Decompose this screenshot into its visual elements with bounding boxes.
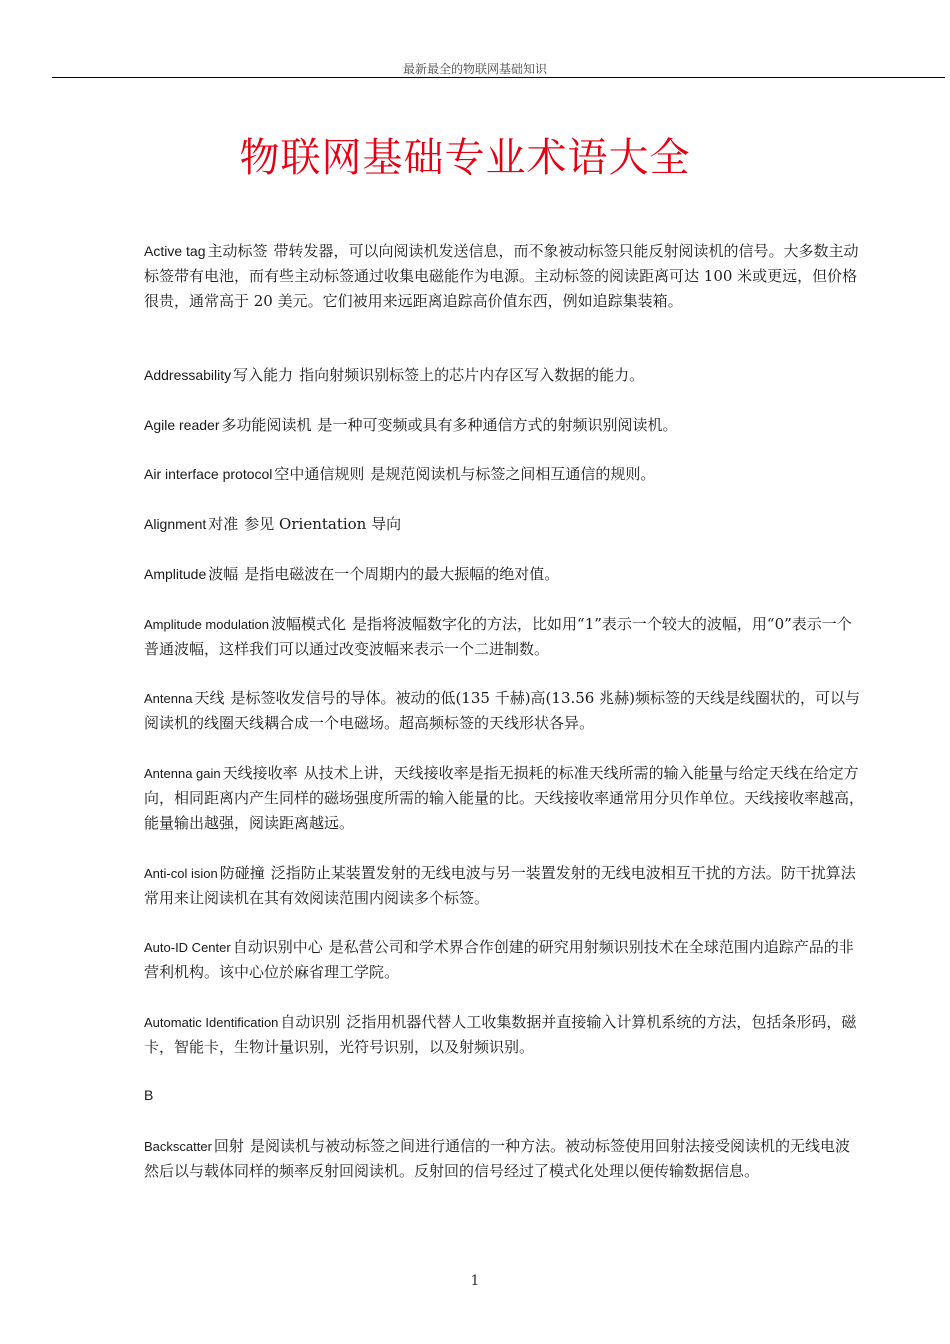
entry-term: Alignment (144, 516, 207, 532)
section-letter-b: B (144, 1087, 154, 1103)
entry-term: Automatic Identification (144, 1015, 279, 1030)
entry-definition: 是指电磁波在一个周期内的最大振幅的绝对值。 (244, 565, 560, 583)
header-rule (52, 77, 945, 78)
entry-definition: 是阅读机与被动标签之间进行通信的一种方法。被动标签使用回射法接受阅读机的无线电波然后以与载体同样的频率反射回阅读机。反射回的信号经过了模式化处理以便传输数据信息。 (144, 1137, 850, 1180)
glossary-entry-addressability (144, 363, 864, 388)
glossary-entry-automatic-identification (144, 1010, 864, 1060)
entry-definition: 参见 Orientation 导向 (244, 515, 402, 533)
entry-zh: 对准 (208, 515, 239, 533)
page-header: 最新最全的物联网基础知识 (402, 62, 547, 76)
entry-zh: 主动标签 (207, 242, 268, 260)
entry-zh: 多功能阅读机 (221, 416, 312, 434)
entry-definition: 泛指防止某装置发射的无线电波与另一装置发射的无线电波相互干扰的方法。防干扰算法常用来让阅读机在其有效阅读范围内阅读多个标签。 (144, 864, 856, 907)
glossary-entry-active-tag (144, 239, 864, 314)
entry-term: Air interface protocol (144, 466, 273, 482)
entry-term: Anti-col ision (144, 866, 218, 881)
entry-term: Addressability (144, 367, 232, 383)
entry-zh: 天线接收率 (222, 764, 298, 782)
glossary-entry-backscatter (144, 1134, 864, 1184)
entry-term: Antenna (144, 691, 193, 706)
entry-zh: 回射 (213, 1137, 244, 1155)
page-number: 1 (470, 1273, 480, 1289)
glossary-entry-antenna (144, 686, 864, 736)
entry-definition: 带转发器，可以向阅读机发送信息，而不象被动标签只能反射阅读机的信号。大多数主动标签带有电池，而有些主动标签通过收集电磁能作为电源。主动标签的阅读距离可达 100 米或更远，但价格很贵，通常高于 20 美元。它们被用来远距离追踪高价值东西，例如追踪集装箱。 (144, 242, 859, 310)
entry-definition: 是指将波幅数字化的方法，比如用“1”表示一个较大的波幅，用“0”表示一个普通波幅，这样我们可以通过改变波幅来表示一个二进制数。 (144, 615, 852, 658)
entry-definition: 是标签收发信号的导体。被动的低(135 千赫)高(13.56 兆赫)频标签的天线是线圈状的，可以与阅读机的线圈天线耦合成一个电磁场。超高频标签的天线形状各异。 (144, 689, 860, 732)
entry-term: Agile reader (144, 417, 220, 433)
glossary-entry-agile-reader (144, 413, 864, 438)
glossary-entry-amplitude (144, 562, 864, 587)
document-title: 物联网基础专业术语大全 (239, 135, 691, 181)
entry-definition: 是私营公司和学术界合作创建的研究用射频识别技术在全球范围内追踪产品的非营利机构。该中心位於麻省理工学院。 (144, 938, 854, 981)
entry-term: Auto-ID Center (144, 940, 231, 955)
entry-term: Amplitude modulation (144, 617, 270, 632)
entry-zh: 写入能力 (233, 366, 294, 384)
glossary-entry-antenna-gain (144, 761, 864, 836)
entry-zh: 天线 (194, 689, 225, 707)
entry-definition: 泛指用机器代替人工收集数据并直接输入计算机系统的方法，包括条形码，磁卡，智能卡，生物计量识别，光符号识别，以及射频识别。 (144, 1013, 857, 1056)
glossary-entry-alignment (144, 512, 864, 537)
entry-definition: 是一种可变频或具有多种通信方式的射频识别阅读机。 (317, 416, 678, 434)
entry-term: Active tag (144, 243, 206, 259)
entry-zh: 防碰撞 (219, 864, 265, 882)
entry-definition: 指向射频识别标签上的芯片内存区写入数据的能力。 (299, 366, 645, 384)
entry-definition: 从技术上讲，天线接收率是指无损耗的标准天线所需的输入能量与给定天线在给定方向，相同距离内产生同样的磁场强度所需的输入能量的比。天线接收率通常用分贝作单位。天线接收率越高，能量输出越强，阅读距离越远。 (144, 764, 865, 832)
glossary-entry-anti-collision (144, 861, 864, 911)
entry-zh: 波幅 (208, 565, 239, 583)
entry-term: Antenna gain (144, 766, 221, 781)
entry-zh: 波幅模式化 (271, 615, 347, 633)
glossary-entry-amplitude-modulation (144, 612, 864, 662)
glossary-entry-air-interface-protocol (144, 462, 864, 487)
entry-zh: 自动识别中心 (232, 938, 323, 956)
entry-term: Backscatter (144, 1139, 212, 1154)
entry-term: Amplitude (144, 566, 207, 582)
entry-definition: 是规范阅读机与标签之间相互通信的规则。 (370, 465, 656, 483)
glossary-entry-auto-id-center (144, 935, 864, 985)
entry-zh: 自动识别 (280, 1013, 341, 1031)
entry-zh: 空中通信规则 (274, 465, 365, 483)
